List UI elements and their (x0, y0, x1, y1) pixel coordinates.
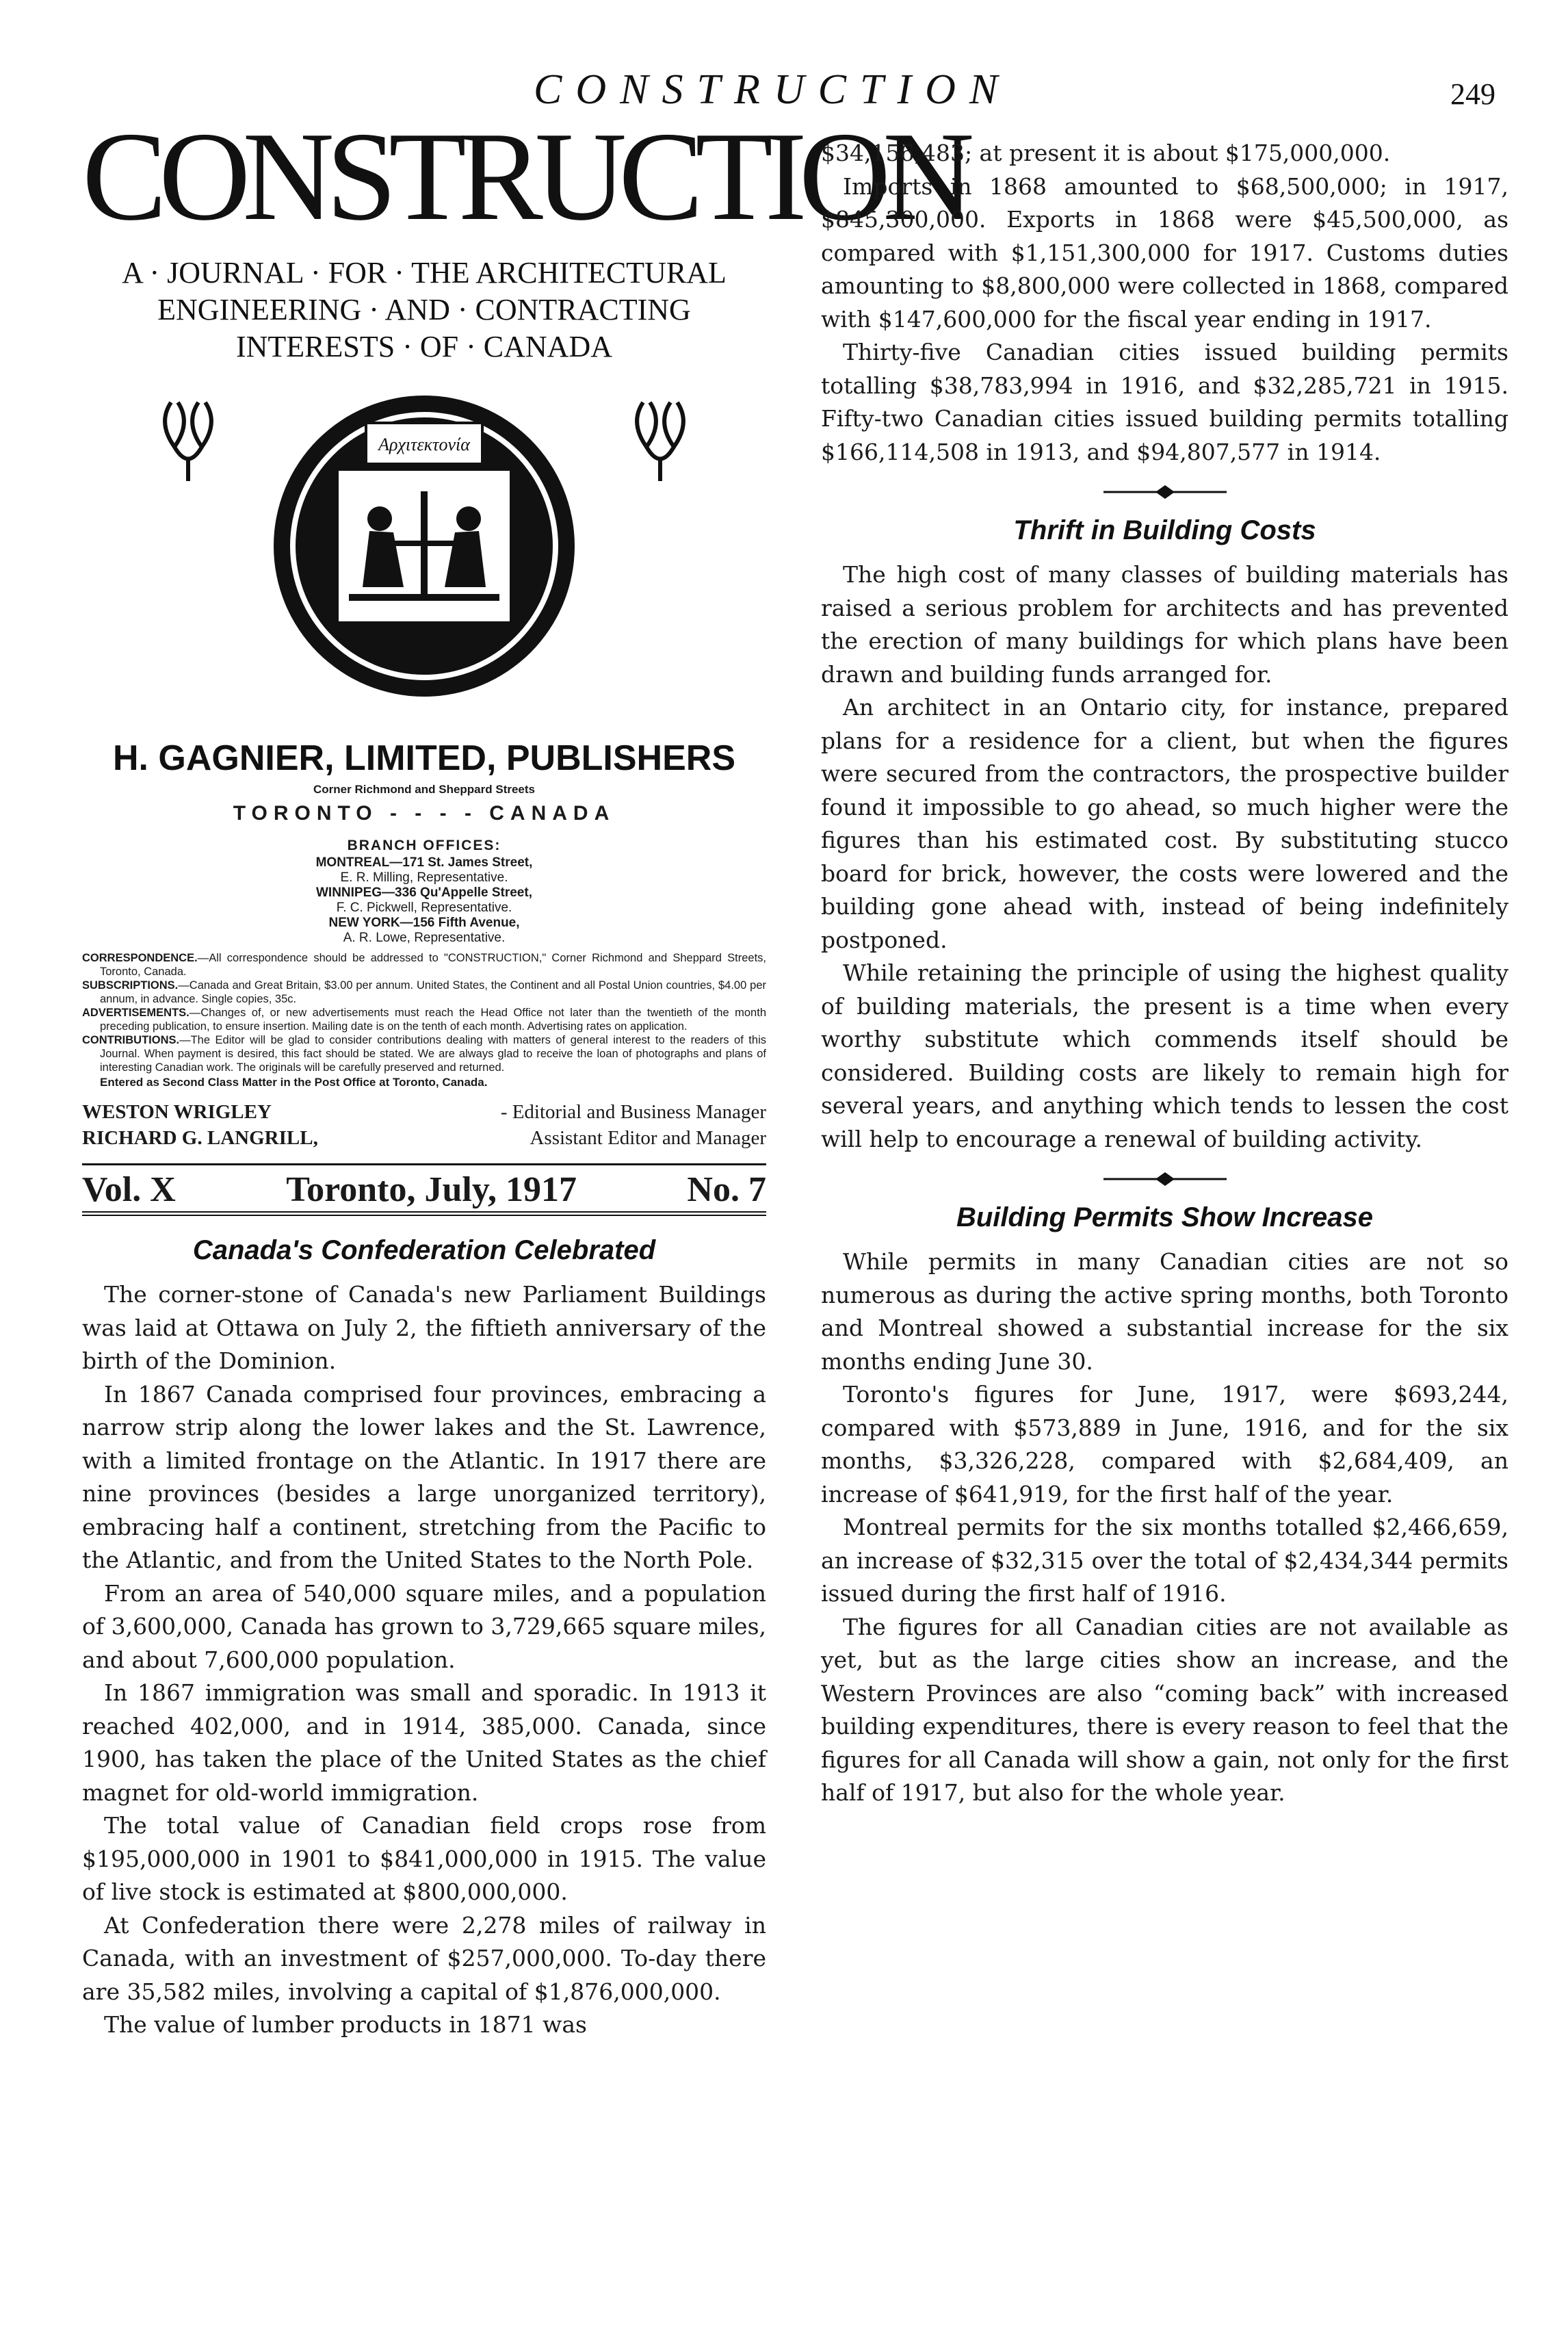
section-divider-ornament (1097, 484, 1233, 500)
branch-offices-heading: BRANCH OFFICES: (347, 838, 501, 853)
staff-line (82, 1099, 766, 1125)
article-paragraph: An architect in an Ontario city, for instance, prepared plans for a residence for a client, but when the figures were secured from the contractors, the prospective builder found it impossible to go ahead, so much higher were the figures than his estimated cost. By substituting stucco board for brick, however, the costs were lowered and the building gone ahead with, instead of being indefinitely postponed. (821, 694, 1508, 953)
staff-role: - Editorial and Business Manager (500, 1101, 766, 1123)
branch-line: WINNIPEG—336 Qu'Appelle Street, (316, 885, 532, 900)
notice-correspondence (82, 951, 766, 979)
article-paragraph: At Confederation there were 2,278 miles of railway in Canada, with an investment of $257,000,000. To-day there are 35,582 miles, involving a capital of $1,876,000,000. (82, 1911, 766, 2005)
masthead-emblem (144, 382, 705, 703)
publisher-city: TORONTO - - - - CANADA (233, 802, 616, 825)
article-paragraph: In 1867 immigration was small and sporadic. In 1913 it reached 402,000, and in 1914, 385,000. Canada, since 1900, has taken the place of the United States as the chief magnet for old-world immigration. (82, 1679, 766, 1806)
page-number: 249 (1450, 77, 1495, 111)
masthead (82, 106, 967, 703)
issue-volume: Vol. X (82, 1170, 176, 1209)
running-head: CONSTRUCTION (534, 66, 1012, 113)
right-column (821, 137, 1508, 1810)
notice-text: —The Editor will be glad to consider contributions dealing with matters of general interest to the readers of this Journal. When payment is desired, this fact should be stated. We are always glad to receive the loan of photographs and plans of interesting Canadian work. The originals will be carefully preserved and returned. (100, 1034, 766, 1074)
article-paragraph: Toronto's figures for June, 1917, were $693,244, compared with $573,889 in June, 1916, and for the six months, $3,326,228, compared with $2,684,409, an increase of $641,919, for the first half of the year. (821, 1381, 1508, 1508)
notice-label: CORRESPONDENCE. (82, 952, 198, 964)
article-paragraph: Montreal permits for the six months totalled $2,466,659, an increase of $32,315 over the total of $2,434,344 permits issued during the first half of 1916. (821, 1514, 1508, 1607)
branch-line: A. R. Lowe, Representative. (343, 931, 506, 945)
left-wreath-icon (165, 402, 211, 481)
notice-label: SUBSCRIPTIONS. (82, 979, 179, 992)
notice-contributions (82, 1033, 766, 1074)
branch-line: NEW YORK—156 Fifth Avenue, (328, 916, 520, 930)
section-divider-ornament (1097, 1171, 1233, 1187)
branch-line: F. C. Pickwell, Representative. (336, 901, 512, 915)
article-paragraph: While permits in many Canadian cities are not so numerous as during the active spring months, both Toronto and Montreal showed a substantial increase for the six months ending June 30. (821, 1248, 1508, 1375)
article-paragraph: While retaining the principle of using the highest quality of building materials, the present is a time when every worthy substitute which commends itself should be considered. Building costs are likely to remain high for several years, and anything which tends to lessen the cost will help to encourage a renewal of building activity. (821, 959, 1508, 1152)
article-paragraph: From an area of 540,000 square miles, and a population of 3,600,000, Canada has grown to 3,729,665 square miles, and about 7,600,000 population. (82, 1579, 766, 1673)
notice-text: —Canada and Great Britain, $3.00 per annum. United States, the Continent and all Postal Union countries, $4.00 per annum, in advance. Single copies, 35c. (100, 979, 766, 1005)
article-paragraph: Thirty-five Canadian cities issued building permits totalling $38,783,994 in 1916, and $32,285,721 in 1915. Fifty-two Canadian cities issued building permits totalling $166,114,508 in 1913, and $94,807,577 in 1914. (821, 339, 1508, 465)
staff-name: RICHARD G. LANGRILL, (82, 1127, 318, 1149)
issue-bar (82, 1163, 766, 1216)
masthead-tagline (82, 255, 766, 365)
notice-label: CONTRIBUTIONS. (82, 1034, 180, 1046)
staff-name: WESTON WRIGLEY (82, 1101, 272, 1123)
staff-line (82, 1125, 766, 1151)
article-paragraph: $34,156,483; at present it is about $175,000,000. (821, 140, 1391, 166)
branch-line: E. R. Milling, Representative. (340, 870, 508, 885)
notice-text: —Changes of, or new advertisements must reach the Head Office not later than the twentieth of the month preceding publication, to ensure insertion. Mailing date is on the tenth of each month. Advertising rates on application. (100, 1007, 766, 1033)
article-paragraph: The total value of Canadian field crops rose from $195,000,000 in 1901 to $841,000,000 in 1915. The value of live stock is estimated at $800,000,000. (82, 1812, 766, 1905)
article-title: Thrift in Building Costs (1013, 515, 1316, 545)
tagline-line: A · JOURNAL · FOR · THE ARCHITECTURAL (122, 256, 727, 289)
article-title: Canada's Confederation Celebrated (192, 1235, 656, 1265)
issue-date: Toronto, July, 1917 (286, 1170, 577, 1209)
masthead-title: CONSTRUCTION (82, 106, 967, 247)
article-paragraph: The figures for all Canadian cities are not available as yet, but as the large cities show an increase, and the Western Provinces are also “coming back” with increased building expenditures, there is every reason to feel that the figures for all Canada will show a gain, not only for the first half of 1917, but also for the whole year. (821, 1613, 1508, 1806)
emblem-inscription: Αρχιτεκτονία (378, 435, 470, 454)
article-paragraph: Imports in 1868 amounted to $68,500,000; in 1917, $845,300,000. Exports in 1868 were $45,500,000, as compared with $1,151,300,000 for 1917. Customs duties amounting to $8,800,000 were collected in 1868, compared with $147,600,000 for the fiscal year ending in 1917. (821, 172, 1508, 333)
article-paragraph: In 1867 Canada comprised four provinces, embracing a narrow strip along the lower lakes and the St. Lawrence, with a limited frontage on the Atlantic. In 1917 there are nine provinces (besides a large unorganized territory), embracing half a continent, stretching from the Pacific to the Atlantic, and from the United States to the North Pole. (82, 1380, 766, 1573)
right-wreath-icon (637, 402, 683, 481)
notice-text: —All correspondence should be addressed to "CONSTRUCTION," Corner Richmond and Sheppard Streets, Toronto, Canada. (100, 952, 766, 978)
article-paragraph: The value of lumber products in 1871 was (104, 2011, 587, 2038)
article-paragraph: The high cost of many classes of building materials has raised a serious problem for architects and has prevented the erection of many buildings for which plans have been drawn and building funds arranged for. (821, 561, 1508, 688)
tagline-line: ENGINEERING · AND · CONTRACTING (157, 293, 691, 326)
notice-advertisements (82, 1006, 766, 1033)
publisher-address: Corner Richmond and Sheppard Streets (313, 783, 535, 796)
left-column (82, 106, 967, 2042)
article-paragraph: The corner-stone of Canada's new Parliament Buildings was laid at Ottawa on July 2, the fiftieth anniversary of the birth of the Dominion. (82, 1281, 766, 1374)
entered-notice: Entered as Second Class Matter in the Post Office at Toronto, Canada. (100, 1076, 488, 1089)
branch-line: MONTREAL—171 St. James Street, (315, 855, 533, 870)
issue-number: No. 7 (687, 1170, 766, 1209)
notice-subscriptions (82, 979, 766, 1006)
staff-role: Assistant Editor and Manager (530, 1127, 766, 1149)
notice-label: ADVERTISEMENTS. (82, 1007, 190, 1019)
tagline-line: INTERESTS · OF · CANADA (236, 330, 612, 363)
publisher-name: H. GAGNIER, LIMITED, PUBLISHERS (112, 738, 736, 778)
article-title: Building Permits Show Increase (956, 1202, 1374, 1232)
